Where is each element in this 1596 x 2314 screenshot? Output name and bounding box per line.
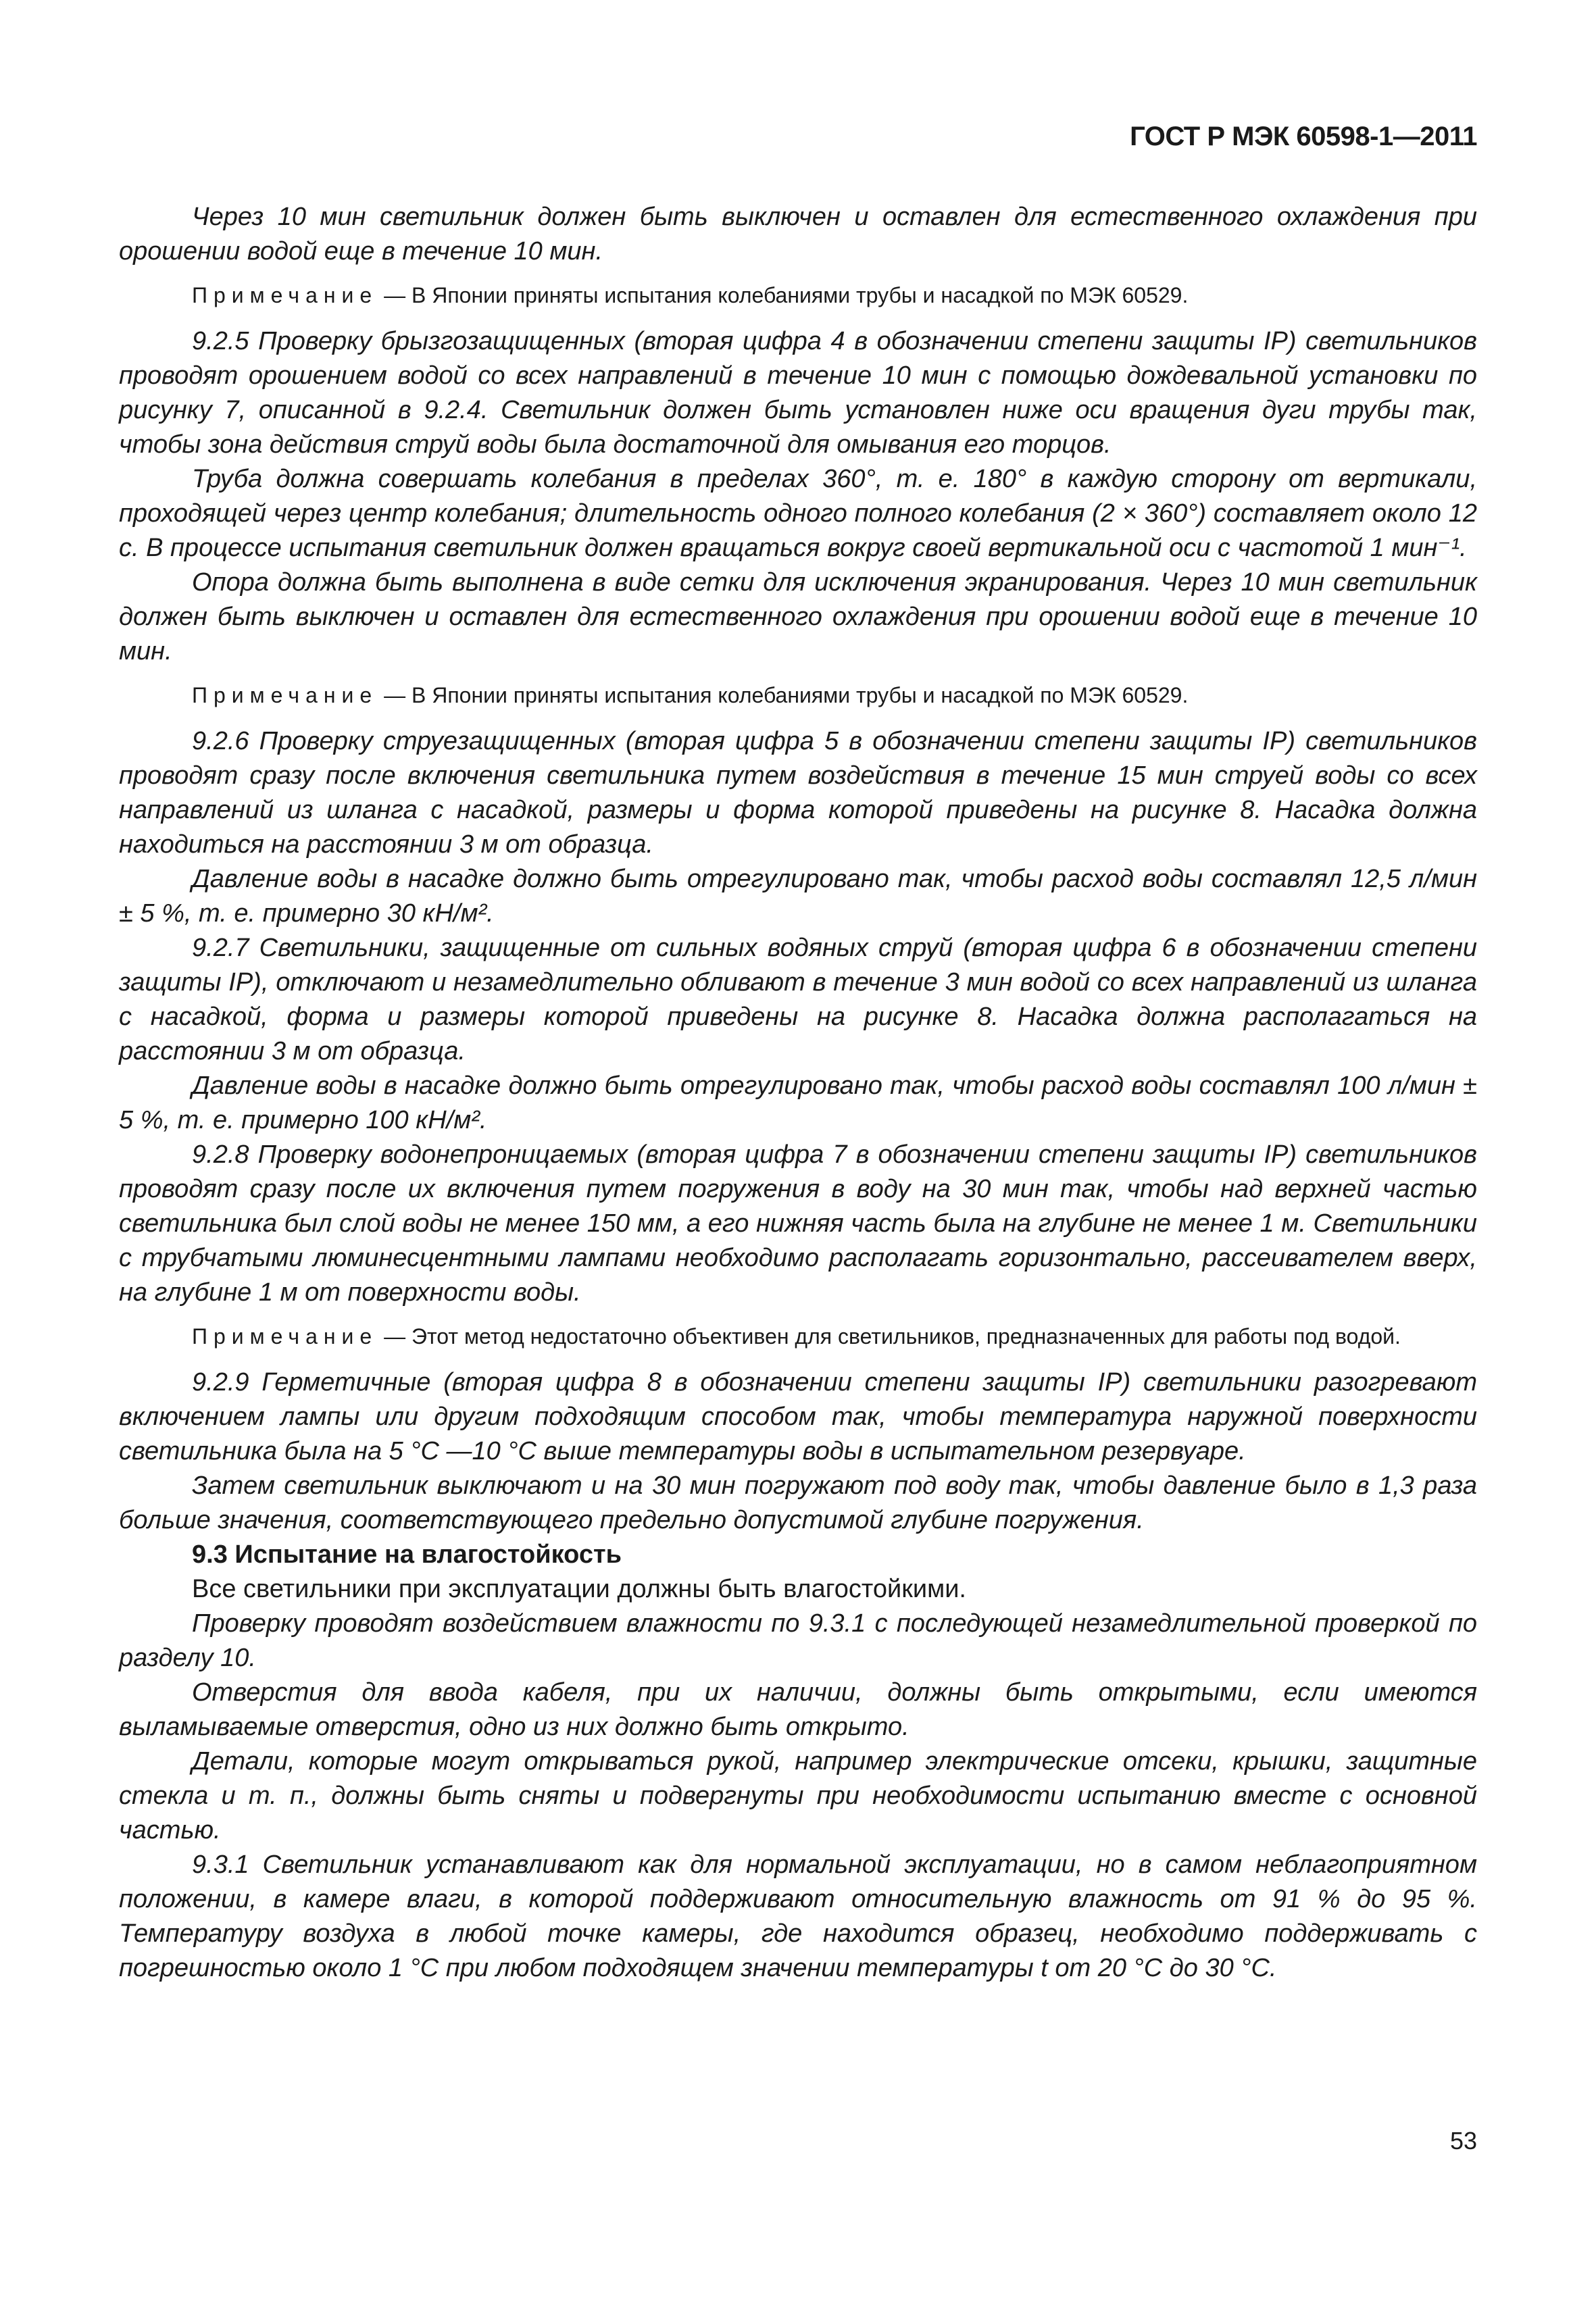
- paragraph: 9.2.5 Проверку брызгозащищенных (вторая цифра 4 в обозначении степени защиты IP) светильников проводят орошением водой со всех направлений в течение 10 мин с помощью дождевальной установки по рисунку 7, описанной в 9.2.4. Светильник должен быть установлен ниже оси вращения дуги трубы так, чтобы зона действия струй воды была достаточной для омывания его торцов.: [119, 327, 1477, 459]
- paragraph: 9.2.9 Герметичные (вторая цифра 8 в обозначении степени защиты IP) светильники разогревают включением лампы или другим подходящим способом так, чтобы температура наружной поверхности светильника была на 5 °С —10 °С выше температуры воды в испытательном резервуаре.: [119, 1368, 1477, 1465]
- paragraph: Все светильники при эксплуатации должны быть влагостойкими.: [192, 1575, 966, 1603]
- paragraph: Отверстия для ввода кабеля, при их наличии, должны быть открытыми, если имеются выламываемые отверстия, одно из них должно быть открыто.: [119, 1678, 1477, 1741]
- paragraph: Затем светильник выключают и на 30 мин погружают под воду так, чтобы давление было в 1,3 раза больше значения, соответствующего предельно допустимой глубине погружения.: [119, 1472, 1477, 1534]
- note-paragraph: [119, 280, 1477, 311]
- paragraph: Через 10 мин светильник должен быть выключен и оставлен для естественного охлаждения при орошении водой еще в течение 10 мин.: [119, 203, 1477, 266]
- paragraph: Давление воды в насадке должно быть отрегулировано так, чтобы расход воды составлял 12,5 л/мин ± 5 %, т. е. примерно 30 кН/м².: [119, 865, 1477, 928]
- note-label: Примечание: [192, 1324, 378, 1349]
- paragraph: Давление воды в насадке должно быть отрегулировано так, чтобы расход воды составлял 100 л/мин ± 5 %, т. е. примерно 100 кН/м².: [119, 1072, 1477, 1134]
- note-text: — В Японии приняты испытания колебаниями трубы и насадкой по МЭК 60529.: [378, 283, 1189, 307]
- paragraph: 9.2.7 Светильники, защищенные от сильных водяных струй (вторая цифра 6 в обозначении степени защиты IP), отключают и незамедлительно обливают в течение 3 мин водой со всех направлений из шланга с насадкой, форма и размеры которой приведены на рисунке 8. Насадка должна располагаться на расстоянии 3 м от образца.: [119, 934, 1477, 1065]
- paragraph: Проверку проводят воздействием влажности по 9.3.1 с последующей незамедлительной проверкой по разделу 10.: [119, 1609, 1477, 1672]
- paragraph: 9.3.1 Светильник устанавливают как для нормальной эксплуатации, но в самом неблагоприятном положении, в камере влаги, в которой поддерживают относительную влажность от 91 % до 95 %. Температуру воздуха в любой точке камеры, где находится образец, необходимо поддерживать с погрешностью около 1 °С при любом подходящем значении температуры t от 20 °С до 30 °С.: [119, 1851, 1477, 1982]
- paragraph: 9.2.6 Проверку струезащищенных (вторая цифра 5 в обозначении степени защиты IP) светильников проводят сразу после включения светильника путем воздействия в течение 15 мин струей воды со всех направлений из шланга с насадкой, размеры и форма которой приведены на рисунке 8. Насадка должна находиться на расстоянии 3 м от образца.: [119, 727, 1477, 859]
- page-number: 53: [1449, 2127, 1477, 2155]
- document-body: [119, 200, 1477, 1986]
- paragraph: Труба должна совершать колебания в пределах 360°, т. е. 180° в каждую сторону от вертикали, проходящей через центр колебания; длительность одного полного колебания (2 × 360°) составляет около 12 с. В процессе испытания светильник должен вращаться вокруг своей вертикальной оси с частотой 1 мин⁻¹.: [119, 465, 1477, 562]
- document-header: ГОСТ Р МЭК 60598-1—2011: [1130, 122, 1477, 151]
- section-heading: 9.3 Испытание на влагостойкость: [192, 1540, 622, 1569]
- note-label: Примечание: [192, 283, 378, 307]
- note-text: — В Японии приняты испытания колебаниями трубы и насадкой по МЭК 60529.: [378, 683, 1189, 707]
- note-label: Примечание: [192, 683, 378, 707]
- paragraph: Детали, которые могут открываться рукой, например электрические отсеки, крышки, защитные стекла и т. п., должны быть сняты и подвергнуты при необходимости испытанию вместе с основной частью.: [119, 1747, 1477, 1844]
- note-text: — Этот метод недостаточно объективен для светильников, предназначенных для работы под водой.: [378, 1324, 1401, 1349]
- note-paragraph: [119, 680, 1477, 711]
- note-paragraph: [119, 1321, 1477, 1352]
- paragraph: Опора должна быть выполнена в виде сетки для исключения экранирования. Через 10 мин светильник должен быть выключен и оставлен для естественного охлаждения при орошении водой еще в течение 10 мин.: [119, 568, 1477, 665]
- paragraph: 9.2.8 Проверку водонепроницаемых (вторая цифра 7 в обозначении степени защиты IP) светильников проводят сразу после их включения путем погружения в воду на 30 мин так, чтобы над верхней частью светильника был слой воды не менее 150 мм, а его нижняя часть была на глубине не менее 1 м. Светильники с трубчатыми люминесцентными лампами необходимо располагать горизонтально, рассеивателем вверх, на глубине 1 м от поверхности воды.: [119, 1140, 1477, 1307]
